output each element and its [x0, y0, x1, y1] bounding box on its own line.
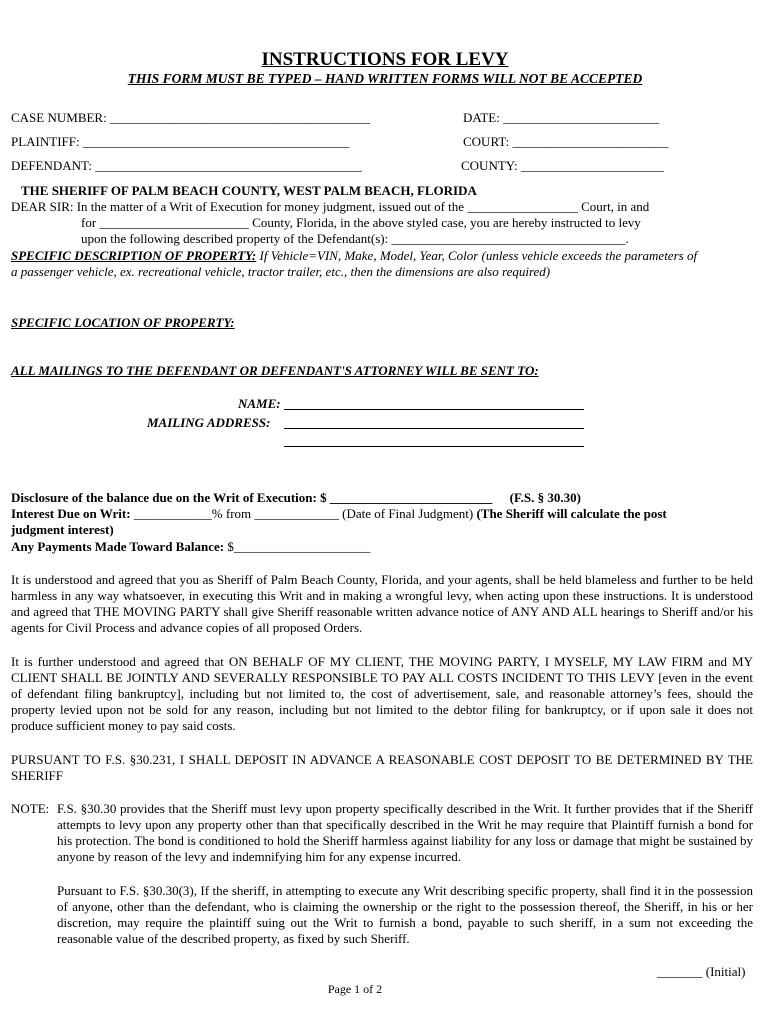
court-field[interactable]: COURT: ________________________ [463, 134, 669, 149]
payments-field: $_____________________ [224, 539, 371, 554]
interest-note-2: judgment interest) [11, 522, 114, 537]
mailings-heading: ALL MAILINGS TO THE DEFENDANT OR DEFENDANT'S ATTORNEY WILL BE SENT TO: [11, 363, 539, 378]
form-title: INSTRUCTIONS FOR LEVY [261, 49, 509, 70]
deposit-paragraph: PURSUANT TO F.S. §30.231, I SHALL DEPOSIT IN ADVANCE A REASONABLE COST DEPOSIT TO BE DETERMINED BY THE SHERIFF [11, 752, 753, 783]
property-location-label: SPECIFIC LOCATION OF PROPERTY: [11, 315, 235, 330]
dear-sir-line-1[interactable]: DEAR SIR: In the matter of a Writ of Execution for money judgment, issued out of the _________________ Court, in and [11, 199, 650, 214]
name-input-line[interactable] [284, 409, 584, 410]
form-subtitle: THIS FORM MUST BE TYPED – HAND WRITTEN FORMS WILL NOT BE ACCEPTED [127, 71, 643, 86]
costs-paragraph: It is further understood and agreed that ON BEHALF OF MY CLIENT, THE MOVING PARTY, I MYSELF, MY LAW FIRM and MY CLIENT SHALL BE JOINTLY AND SEVERALLY RESPONSIBLE TO PAY ALL COSTS INCIDENT TO THIS LEVY [even in the event of defendant filing bankruptcy], including but not limited to, the cost of advertisement, sale, and reasonable attorney’s fees, should the property levied upon not be sold for any reason, including but not limited to the debtor filing for bankruptcy, or if upon sale it does not produce sufficient money to pay said costs. [11, 654, 753, 733]
note-paragraph-1 [57, 801, 753, 865]
mailing-address-label: MAILING ADDRESS: [147, 415, 271, 430]
note-paragraph-1-text: F.S. §30.30 provides that the Sheriff must levy upon property specifically described in the Writ. It further provides that if the Sheriff attempts to levy upon any property other than that specifically described in the Writ he may require that Plaintiff furnish a bond for his protection. The bond is conditioned to hold the Sheriff harmless against liability for any loss or damage that might be sustained by anyone by reason of the levy and indemnifying him for any expense incurred. [57, 801, 753, 864]
property-description-row [11, 248, 697, 264]
initial-field[interactable]: _______ (Initial) [657, 964, 746, 979]
property-description-label: SPECIFIC DESCRIPTION OF PROPERTY: [11, 248, 257, 263]
indemnity-paragraph: It is understood and agreed that you as Sheriff of Palm Beach County, Florida, and your agents, shall be held blameless and further to be held harmless in any way whatsoever, in executing this Writ and in making a wrongful levy, when acting upon these instructions. It is understood and agreed that THE MOVING PARTY shall give Sheriff reasonable written advance notice of ANY AND ALL hearings to Sheriff and/or his agents for Civil Process and advance copies of all proposed Orders. [11, 572, 753, 635]
property-description-hint: If Vehicle=VIN, Make, Model, Year, Color (unless vehicle exceeds the parameters of [256, 248, 698, 263]
case-number-field[interactable]: CASE NUMBER: ________________________________________ [11, 110, 370, 125]
note-label: NOTE: [11, 801, 50, 816]
county-field[interactable]: COUNTY: ______________________ [461, 158, 664, 173]
defendant-field[interactable]: DEFENDANT: _________________________________________ [11, 158, 362, 173]
date-field[interactable]: DATE: ________________________ [463, 110, 660, 125]
page-number: Page 1 of 2 [327, 982, 383, 996]
payments-label: Any Payments Made Toward Balance: [11, 539, 225, 554]
mailing-address-line-2[interactable] [284, 446, 584, 447]
balance-disclosure-row[interactable] [11, 490, 581, 506]
interest-row[interactable] [11, 506, 667, 522]
property-description-hint-2: a passenger vehicle, ex. recreational vehicle, tractor trailer, etc., then the dimensions are also required) [11, 264, 551, 279]
dear-sir-line-2[interactable]: for _______________________ County, Florida, in the above styled case, you are hereby instructed to levy [81, 215, 641, 230]
balance-disclosure: Disclosure of the balance due on the Writ of Execution: $ _________________________ [11, 490, 493, 505]
dear-sir-line-3[interactable]: upon the following described property of the Defendant(s): ____________________________________. [81, 231, 629, 246]
balance-disclosure-ref: (F.S. § 30.30) [509, 490, 581, 505]
interest-label: Interest Due on Writ: [11, 506, 131, 521]
payments-row[interactable] [11, 539, 370, 555]
mailing-address-line-1[interactable] [284, 428, 584, 429]
sheriff-heading: THE SHERIFF OF PALM BEACH COUNTY, WEST PALM BEACH, FLORIDA [21, 183, 477, 198]
interest-fields: ____________% from _____________ (Date of Final Judgment) [130, 506, 477, 521]
plaintiff-field[interactable]: PLAINTIFF: _________________________________________ [11, 134, 350, 149]
name-label: NAME: [238, 396, 281, 411]
note-paragraph-2: Pursuant to F.S. §30.30(3), If the sheriff, in attempting to execute any Writ describing specific property, shall find it in the possession of anyone, other than the defendant, who is claiming the ownership or the right to the possession thereof, the Sheriff, in his or her discretion, may require the plaintiff suing out the Writ to furnish a bond, payable to such sheriff, in a sum not exceeding the reasonable value of the described property, as fixed by such Sheriff. [57, 883, 753, 946]
interest-note: (The Sheriff will calculate the post [476, 506, 667, 521]
